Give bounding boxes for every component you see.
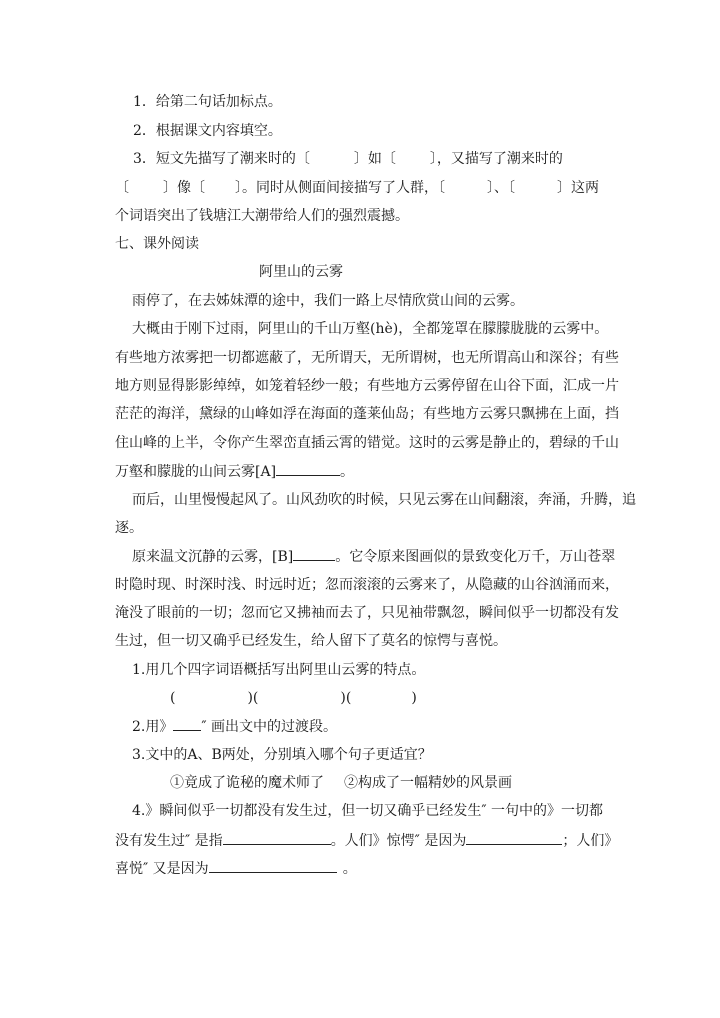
article-title: 阿里山的云雾 — [259, 264, 343, 280]
reading-question-1-blanks: ( )( )( ) — [170, 690, 417, 706]
paragraph-4-line-4: 生过，但一切又确乎已经发生，给人留下了莫名的惊愕与喜悦。 — [115, 633, 507, 649]
question-3-line-3: 个词语突出了钱塘江大潮带给人们的强烈震撼。 — [115, 208, 409, 224]
paragraph-4-line-3: 淹没了眼前的一切；忽而它又拂袖而去了，只见袖带飘忽，瞬间似乎一切都没有发 — [115, 605, 619, 621]
blank-a[interactable] — [276, 461, 340, 476]
paragraph-2-line-4: 茫茫的海洋，黛绿的山峰如浮在海面的蓬莱仙岛；有些地方云雾只飘拂在上面，挡 — [115, 406, 619, 422]
reading-question-3: 3.文中的A、B两处，分别填入哪个句子更适宜？ — [132, 747, 432, 763]
paragraph-3-line-2: 逐。 — [115, 520, 143, 536]
question-2: 2．根据课文内容填空。 — [133, 123, 282, 139]
answer-blank[interactable] — [466, 830, 562, 845]
paragraph-3-line-1: 而后，山里慢慢起风了。山风劲吹的时候，只见云雾在山间翻滚，奔涌，升腾，追 — [132, 492, 636, 508]
paragraph-2-line-2: 有些地方浓雾把一切都遮蔽了，无所谓天，无所谓树，也无所谓高山和深谷；有些 — [115, 350, 619, 366]
paragraph-2-line-6: 万壑和朦胧的山间云雾[A] 。 — [115, 461, 354, 482]
answer-blank[interactable] — [173, 716, 201, 731]
section-heading: 七、课外阅读 — [115, 236, 199, 252]
option-1: ①竟成了诡秘的魔术师了 — [170, 775, 324, 791]
question-1: 1．给第二句话加标点。 — [133, 94, 282, 110]
paragraph-1: 雨停了，在去姊妹潭的途中，我们一路上尽情欣赏山间的云雾。 — [132, 293, 524, 309]
paragraph-4-line-2: 时隐时现、时深时浅、时远时近；忽而滚滚的云雾来了，从隐藏的山谷汹涌而来， — [115, 577, 619, 593]
answer-blank[interactable] — [209, 858, 337, 873]
question-3-line-1: 3．短文先描写了潮来时的〔 〕如〔 〕，又描写了潮来时的 — [133, 151, 563, 167]
reading-question-3-options — [170, 773, 512, 793]
option-2: ②构成了一幅精妙的风景画 — [344, 775, 512, 791]
paragraph-4-line-1: 原来温文沉静的云雾，[B] 。它令原来图画似的景致变化万千，万山苍翠 — [132, 546, 615, 567]
reading-question-2: 2.用》 ″ 画出文中的过渡段。 — [132, 716, 337, 737]
paragraph-2-line-1: 大概由于刚下过雨，阿里山的千山万壑(hè)，全都笼罩在朦朦胧胧的云雾中。 — [132, 321, 609, 337]
paragraph-2-line-3: 地方则显得影影绰绰，如笼着轻纱一般；有些地方云雾停留在山谷下面，汇成一片 — [115, 378, 619, 394]
question-3-line-2: 〔 〕像〔 〕。同时从侧面间接描写了人群，〔 〕、〔 〕这两 — [115, 180, 599, 196]
reading-question-4-line-3: 喜悦″ 又是因为 。 — [115, 858, 357, 879]
reading-question-4-line-1: 4.》瞬间似乎一切都没有发生过，但一切又确乎已经发生″ 一句中的》一切都 — [132, 803, 604, 819]
answer-blank[interactable] — [223, 830, 331, 845]
paragraph-2-line-5: 住山峰的上半，令你产生翠峦直插云霄的错觉。这时的云雾是静止的，碧绿的千山 — [115, 435, 619, 451]
blank-b[interactable] — [293, 546, 335, 561]
reading-question-1: 1.用几个四字词语概括写出阿里山云雾的特点。 — [132, 662, 426, 678]
reading-question-4-line-2: 没有发生过″ 是指 。人们》惊愕″ 是因为 ；人们》 — [115, 830, 618, 851]
